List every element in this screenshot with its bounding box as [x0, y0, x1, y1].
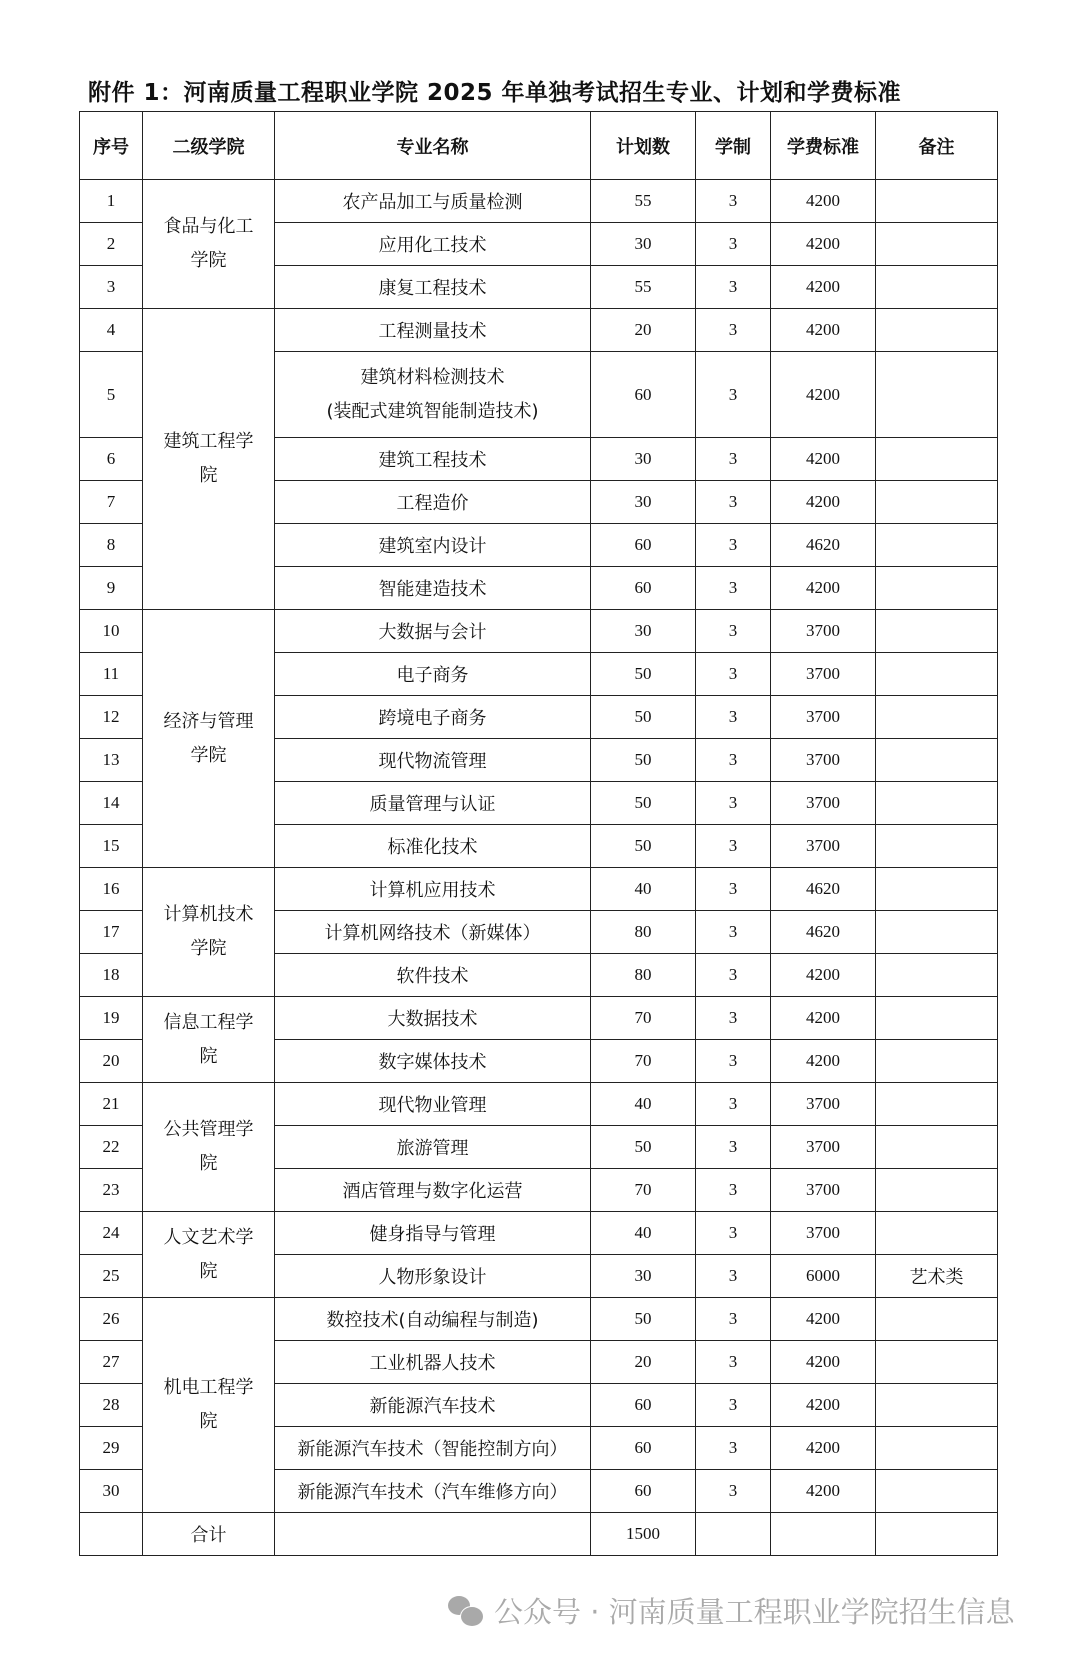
study-years: 3: [696, 352, 771, 438]
tuition-fee: 3700: [771, 1212, 876, 1255]
major-name: 健身指导与管理: [275, 1212, 591, 1255]
tuition-fee: 4200: [771, 352, 876, 438]
row-number: 21: [80, 1083, 143, 1126]
header-no: 序号: [80, 112, 143, 180]
plan-count: 70: [591, 1040, 696, 1083]
tuition-fee: 4200: [771, 1427, 876, 1470]
watermark-text: 公众号 · 河南质量工程职业学院招生信息: [494, 1595, 1015, 1629]
row-number: 29: [80, 1427, 143, 1470]
remark: [876, 1126, 998, 1169]
tuition-fee: 4200: [771, 1298, 876, 1341]
total-label: 合计: [143, 1513, 275, 1556]
header-years: 学制: [696, 112, 771, 180]
major-name: 新能源汽车技术（智能控制方向）: [275, 1427, 591, 1470]
plan-count: 60: [591, 567, 696, 610]
row-number: 24: [80, 1212, 143, 1255]
row-number: 25: [80, 1255, 143, 1298]
study-years: 3: [696, 1255, 771, 1298]
remark: 艺术类: [876, 1255, 998, 1298]
table-row: [80, 997, 998, 1040]
header-college: 二级学院: [143, 112, 275, 180]
major-name: 数控技术(自动编程与制造): [275, 1298, 591, 1341]
remark: [876, 1341, 998, 1384]
study-years: 3: [696, 1384, 771, 1427]
watermark: [448, 1590, 1015, 1631]
row-number: 3: [80, 266, 143, 309]
plan-count: 30: [591, 1255, 696, 1298]
college-name: 食品与化工学院: [163, 216, 254, 271]
row-number: 6: [80, 438, 143, 481]
college-cell: [143, 1212, 275, 1298]
remark: [876, 1298, 998, 1341]
row-number: 12: [80, 696, 143, 739]
remark: [876, 438, 998, 481]
major-name: 现代物业管理: [275, 1083, 591, 1126]
table-row: [80, 610, 998, 653]
study-years: 3: [696, 1341, 771, 1384]
study-years: 3: [696, 223, 771, 266]
major-name: 康复工程技术: [275, 266, 591, 309]
major-name: 工程造价: [275, 481, 591, 524]
row-number: 17: [80, 911, 143, 954]
remark: [876, 1212, 998, 1255]
total-empty: [771, 1513, 876, 1556]
remark: [876, 1384, 998, 1427]
row-number: 20: [80, 1040, 143, 1083]
row-number: 18: [80, 954, 143, 997]
tuition-fee: 3700: [771, 1083, 876, 1126]
study-years: 3: [696, 782, 771, 825]
plan-count: 60: [591, 524, 696, 567]
study-years: 3: [696, 180, 771, 223]
plan-count: 70: [591, 1169, 696, 1212]
college-name: 人文艺术学院: [163, 1226, 254, 1282]
study-years: 3: [696, 610, 771, 653]
row-number: 8: [80, 524, 143, 567]
remark: [876, 868, 998, 911]
remark: [876, 352, 998, 438]
major-name: 数字媒体技术: [275, 1040, 591, 1083]
college-cell: [143, 868, 275, 997]
plan-count: 50: [591, 1126, 696, 1169]
header-plan: 计划数: [591, 112, 696, 180]
plan-count: 70: [591, 997, 696, 1040]
college-cell: [143, 997, 275, 1083]
row-number: 13: [80, 739, 143, 782]
tuition-fee: 4200: [771, 567, 876, 610]
study-years: 3: [696, 567, 771, 610]
remark: [876, 1427, 998, 1470]
row-number: 5: [80, 352, 143, 438]
college-cell: [143, 1083, 275, 1212]
major-name: 跨境电子商务: [275, 696, 591, 739]
college-cell: [143, 180, 275, 309]
major-name: 建筑室内设计: [275, 524, 591, 567]
major-name: 现代物流管理: [275, 739, 591, 782]
study-years: 3: [696, 911, 771, 954]
tuition-fee: 3700: [771, 610, 876, 653]
remark: [876, 309, 998, 352]
plan-count: 50: [591, 782, 696, 825]
tuition-fee: 4200: [771, 438, 876, 481]
remark: [876, 266, 998, 309]
row-number: 4: [80, 309, 143, 352]
college-cell: [143, 610, 275, 868]
row-number: 26: [80, 1298, 143, 1341]
college-cell: [143, 1298, 275, 1513]
tuition-fee: 4620: [771, 868, 876, 911]
remark: [876, 1040, 998, 1083]
tuition-fee: 4200: [771, 180, 876, 223]
study-years: 3: [696, 1212, 771, 1255]
study-years: 3: [696, 653, 771, 696]
study-years: 3: [696, 309, 771, 352]
study-years: 3: [696, 954, 771, 997]
remark: [876, 223, 998, 266]
row-number: 22: [80, 1126, 143, 1169]
table-row: [80, 1083, 998, 1126]
remark: [876, 567, 998, 610]
remark: [876, 610, 998, 653]
tuition-fee: 4200: [771, 997, 876, 1040]
document-title: 附件 1：河南质量工程职业学院 2025 年单独考试招生专业、计划和学费标准: [88, 80, 902, 106]
row-number: 30: [80, 1470, 143, 1513]
row-number: 10: [80, 610, 143, 653]
tuition-fee: 4620: [771, 911, 876, 954]
total-plan: 1500: [591, 1513, 696, 1556]
remark: [876, 825, 998, 868]
tuition-fee: 3700: [771, 1169, 876, 1212]
row-number: 11: [80, 653, 143, 696]
remark: [876, 954, 998, 997]
college-cell: [143, 309, 275, 610]
major-name: 大数据技术: [275, 997, 591, 1040]
tuition-fee: 4200: [771, 223, 876, 266]
plan-count: 60: [591, 352, 696, 438]
major-name: 酒店管理与数字化运营: [275, 1169, 591, 1212]
remark: [876, 1169, 998, 1212]
row-number: 7: [80, 481, 143, 524]
study-years: 3: [696, 1126, 771, 1169]
plan-count: 50: [591, 825, 696, 868]
study-years: 3: [696, 1083, 771, 1126]
major-name: 人物形象设计: [275, 1255, 591, 1298]
row-number: 28: [80, 1384, 143, 1427]
tuition-fee: 3700: [771, 782, 876, 825]
table-row: [80, 309, 998, 352]
remark: [876, 180, 998, 223]
total-empty: [80, 1513, 143, 1556]
college-name: 计算机技术学院: [163, 904, 254, 959]
major-name: 旅游管理: [275, 1126, 591, 1169]
study-years: 3: [696, 825, 771, 868]
row-number: 16: [80, 868, 143, 911]
college-name: 信息工程学院: [163, 1011, 254, 1067]
plan-count: 50: [591, 696, 696, 739]
tuition-fee: 3700: [771, 696, 876, 739]
total-row: [80, 1513, 998, 1556]
major-name: 电子商务: [275, 653, 591, 696]
remark: [876, 1470, 998, 1513]
tuition-fee: 3700: [771, 653, 876, 696]
plan-count: 30: [591, 610, 696, 653]
study-years: 3: [696, 438, 771, 481]
total-empty: [275, 1513, 591, 1556]
plan-count: 20: [591, 309, 696, 352]
plan-count: 80: [591, 954, 696, 997]
major-name: 计算机网络技术（新媒体）: [275, 911, 591, 954]
admission-plan-table: [79, 111, 998, 1556]
row-number: 15: [80, 825, 143, 868]
remark: [876, 481, 998, 524]
table-row: [80, 1298, 998, 1341]
row-number: 27: [80, 1341, 143, 1384]
major-name: 软件技术: [275, 954, 591, 997]
tuition-fee: 3700: [771, 1126, 876, 1169]
remark: [876, 524, 998, 567]
tuition-fee: 3700: [771, 825, 876, 868]
study-years: 3: [696, 524, 771, 567]
plan-count: 80: [591, 911, 696, 954]
plan-count: 40: [591, 868, 696, 911]
study-years: 3: [696, 696, 771, 739]
tuition-fee: 3700: [771, 739, 876, 782]
plan-count: 50: [591, 739, 696, 782]
tuition-fee: 4200: [771, 1470, 876, 1513]
study-years: 3: [696, 997, 771, 1040]
tuition-fee: 4200: [771, 481, 876, 524]
remark: [876, 997, 998, 1040]
study-years: 3: [696, 1427, 771, 1470]
major-name: 建筑工程技术: [275, 438, 591, 481]
row-number: 23: [80, 1169, 143, 1212]
table-row: [80, 868, 998, 911]
plan-count: 20: [591, 1341, 696, 1384]
plan-count: 55: [591, 180, 696, 223]
row-number: 19: [80, 997, 143, 1040]
plan-count: 50: [591, 1298, 696, 1341]
wechat-icon: [448, 1596, 484, 1626]
college-name: 公共管理学院: [163, 1119, 254, 1174]
remark: [876, 696, 998, 739]
row-number: 2: [80, 223, 143, 266]
plan-count: 55: [591, 266, 696, 309]
plan-count: 30: [591, 438, 696, 481]
tuition-fee: 4200: [771, 1341, 876, 1384]
plan-count: 50: [591, 653, 696, 696]
college-name: 机电工程学院: [163, 1377, 254, 1432]
remark: [876, 739, 998, 782]
major-name: 质量管理与认证: [275, 782, 591, 825]
plan-count: 40: [591, 1212, 696, 1255]
remark: [876, 782, 998, 825]
tuition-fee: 4200: [771, 1384, 876, 1427]
row-number: 14: [80, 782, 143, 825]
plan-count: 60: [591, 1470, 696, 1513]
major-name: 应用化工技术: [275, 223, 591, 266]
total-empty: [696, 1513, 771, 1556]
remark: [876, 911, 998, 954]
study-years: 3: [696, 266, 771, 309]
study-years: 3: [696, 868, 771, 911]
major-name: 建筑材料检测技术 (装配式建筑智能制造技术): [275, 352, 591, 438]
major-name: 标准化技术: [275, 825, 591, 868]
remark: [876, 1083, 998, 1126]
study-years: 3: [696, 1470, 771, 1513]
tuition-fee: 4200: [771, 309, 876, 352]
study-years: 3: [696, 1040, 771, 1083]
major-name: 工程测量技术: [275, 309, 591, 352]
study-years: 3: [696, 1298, 771, 1341]
tuition-fee: 4200: [771, 954, 876, 997]
table-row: [80, 1212, 998, 1255]
header-note: 备注: [876, 112, 998, 180]
major-name: 智能建造技术: [275, 567, 591, 610]
table-row: [80, 180, 998, 223]
header-major: 专业名称: [275, 112, 591, 180]
study-years: 3: [696, 1169, 771, 1212]
header-fee: 学费标准: [771, 112, 876, 180]
plan-count: 30: [591, 223, 696, 266]
row-number: 9: [80, 567, 143, 610]
major-name: 计算机应用技术: [275, 868, 591, 911]
major-name: 工业机器人技术: [275, 1341, 591, 1384]
plan-count: 60: [591, 1384, 696, 1427]
plan-count: 40: [591, 1083, 696, 1126]
major-name: 新能源汽车技术: [275, 1384, 591, 1427]
tuition-fee: 4200: [771, 266, 876, 309]
total-empty: [876, 1513, 998, 1556]
college-name: 经济与管理学院: [163, 710, 254, 766]
header-row: [80, 112, 998, 180]
study-years: 3: [696, 481, 771, 524]
tuition-fee: 4200: [771, 1040, 876, 1083]
major-name: 新能源汽车技术（汽车维修方向）: [275, 1470, 591, 1513]
row-number: 1: [80, 180, 143, 223]
college-name: 建筑工程学院: [163, 431, 254, 486]
tuition-fee: 4620: [771, 524, 876, 567]
plan-count: 60: [591, 1427, 696, 1470]
major-name: 大数据与会计: [275, 610, 591, 653]
study-years: 3: [696, 739, 771, 782]
major-name: 农产品加工与质量检测: [275, 180, 591, 223]
remark: [876, 653, 998, 696]
tuition-fee: 6000: [771, 1255, 876, 1298]
plan-count: 30: [591, 481, 696, 524]
